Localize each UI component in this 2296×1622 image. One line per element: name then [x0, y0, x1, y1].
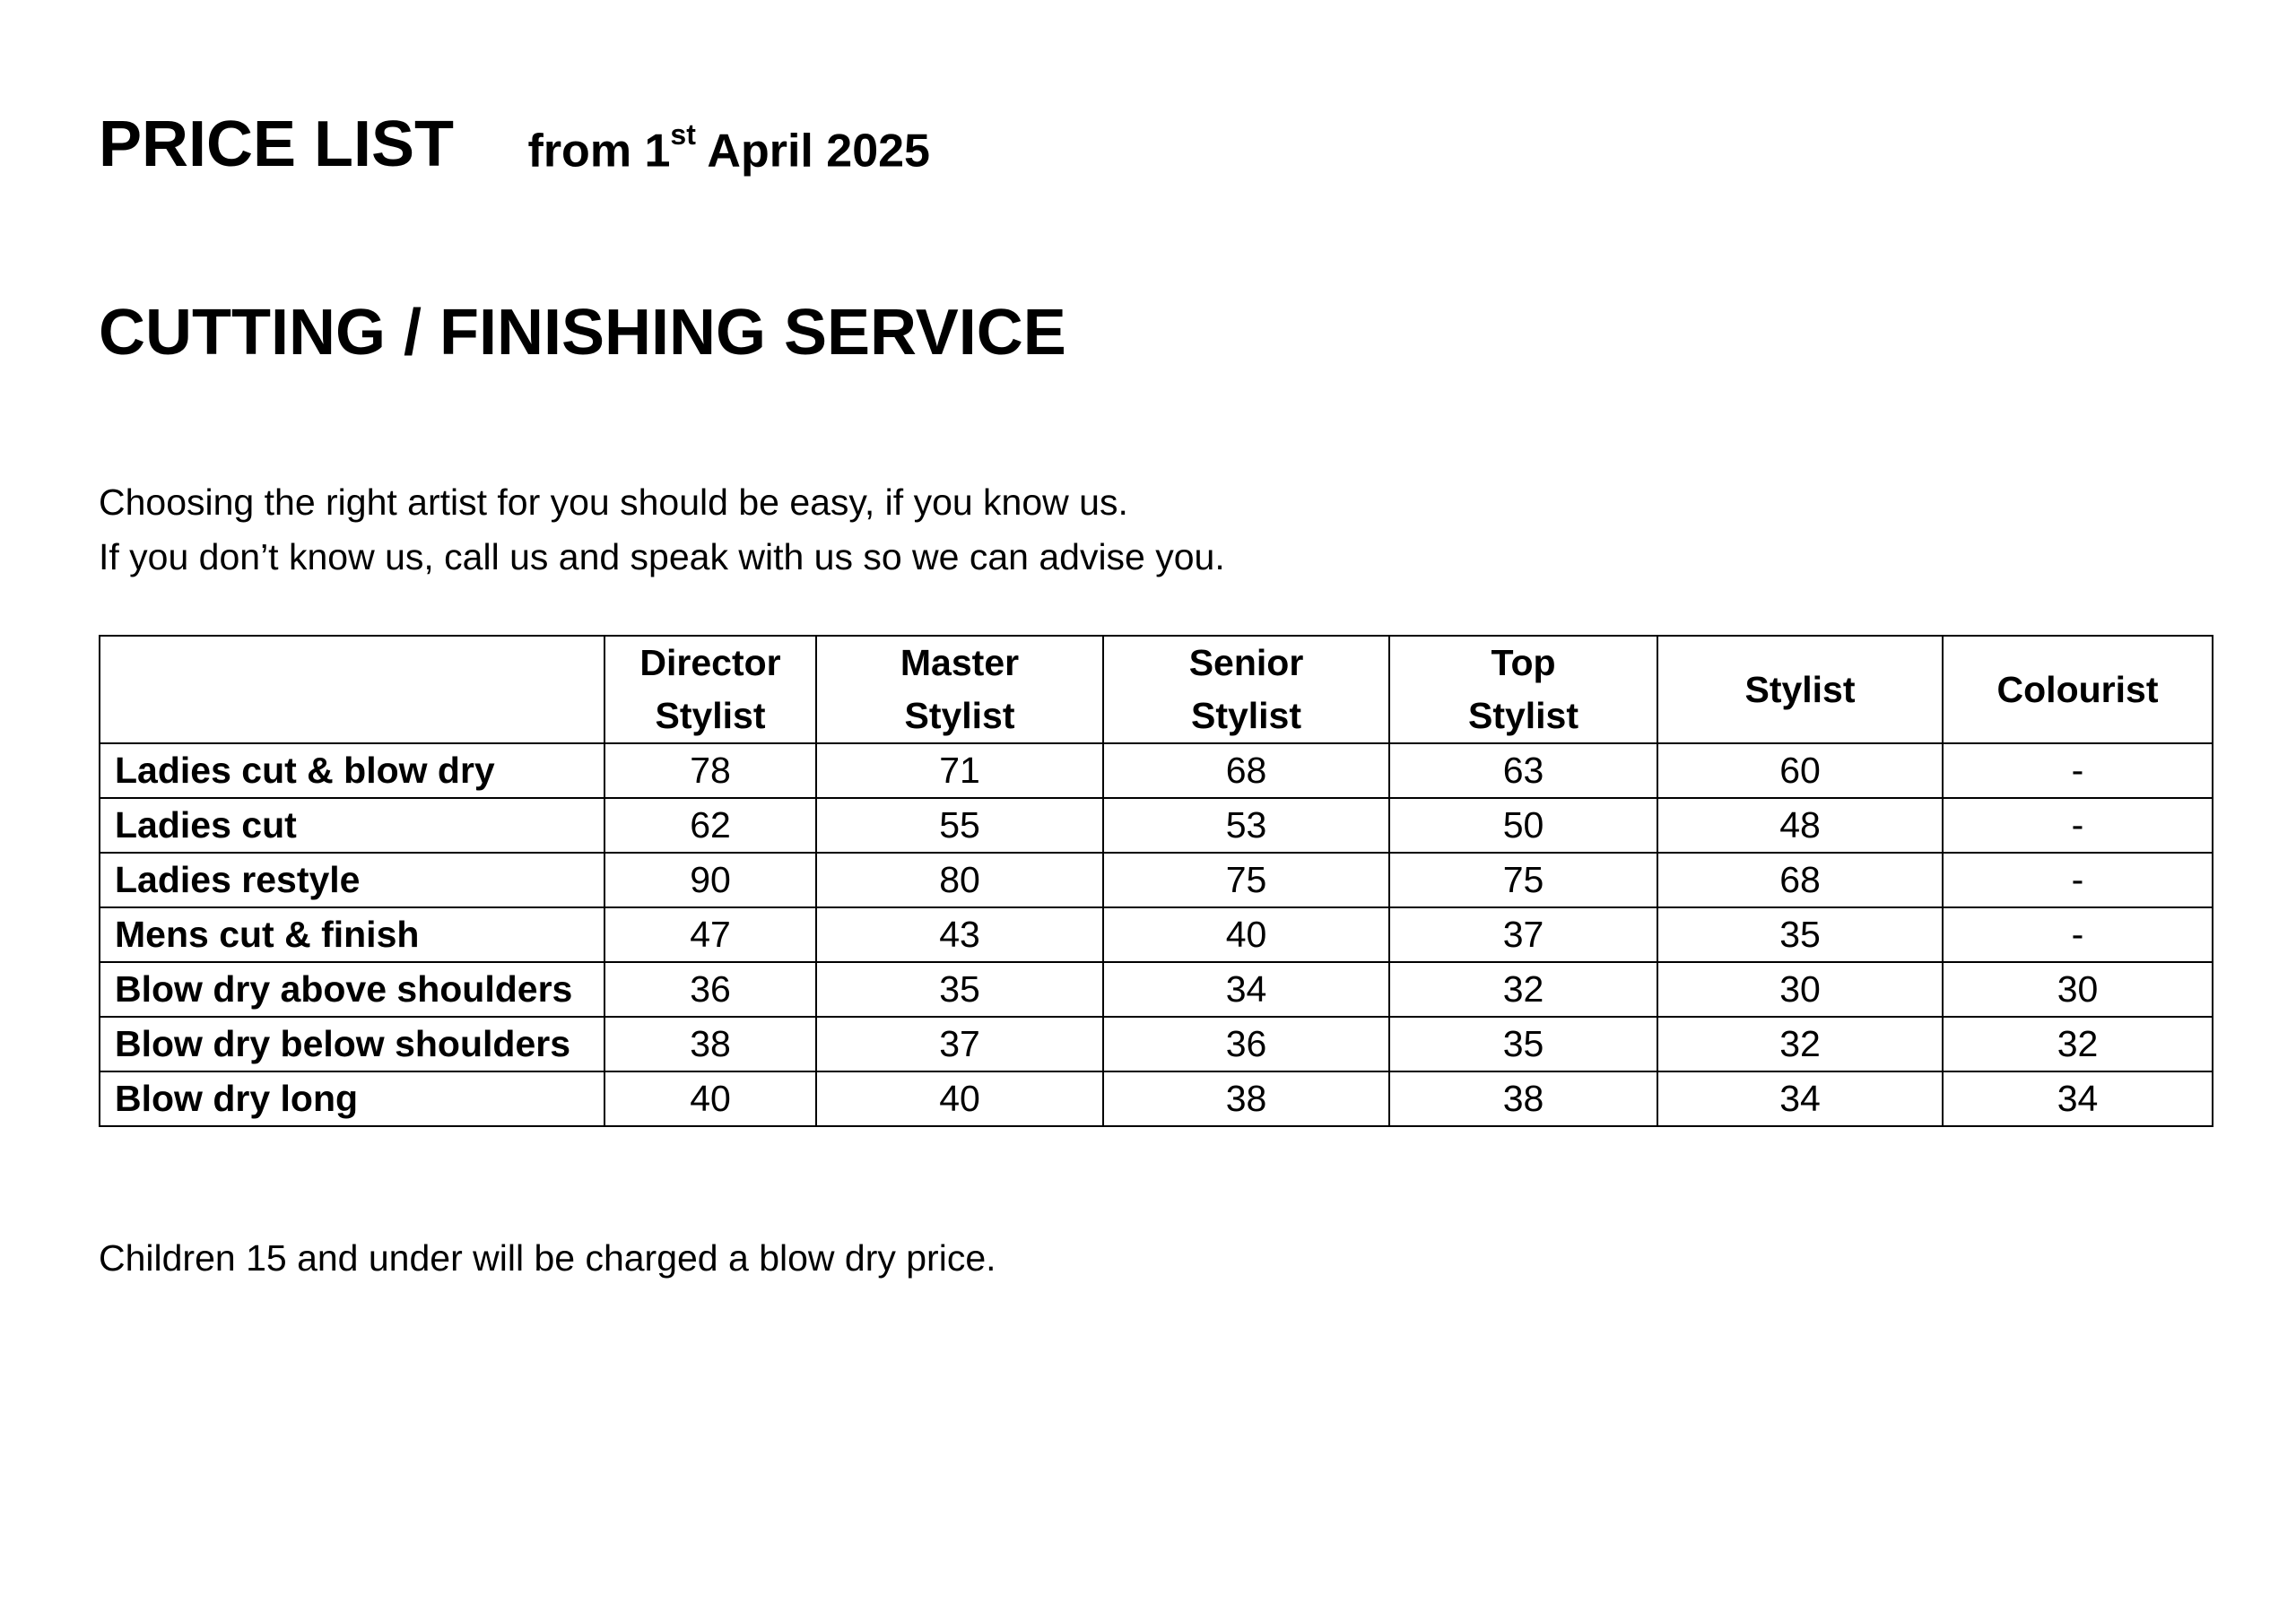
date-ordinal-suffix: st [670, 117, 696, 151]
price-cell: 60 [1657, 743, 1943, 798]
price-cell: 40 [604, 1071, 816, 1126]
price-cell: 68 [1103, 743, 1389, 798]
column-header: Stylist [1657, 636, 1943, 743]
price-cell: 32 [1657, 1017, 1943, 1071]
price-cell: 37 [816, 1017, 1103, 1071]
service-name: Ladies cut & blow dry [100, 743, 604, 798]
price-cell: - [1943, 907, 2213, 962]
price-cell: - [1943, 743, 2213, 798]
price-cell: 40 [1103, 907, 1389, 962]
price-cell: 30 [1943, 962, 2213, 1017]
table-row [100, 798, 2213, 853]
column-header: Colourist [1943, 636, 2213, 743]
table-row [100, 743, 2213, 798]
price-cell: 55 [816, 798, 1103, 853]
intro-line-1: Choosing the right artist for you should be easy, if you know us. [99, 481, 1128, 523]
header-service-cell [100, 636, 604, 743]
service-name: Ladies restyle [100, 853, 604, 907]
footnote: Children 15 and under will be charged a blow dry price. [99, 1237, 996, 1279]
table-row [100, 1017, 2213, 1071]
price-cell: 53 [1103, 798, 1389, 853]
price-cell: 43 [816, 907, 1103, 962]
price-cell: 40 [816, 1071, 1103, 1126]
table-header-row [100, 636, 2213, 743]
price-cell: 38 [604, 1017, 816, 1071]
price-cell: 34 [1103, 962, 1389, 1017]
price-cell: 32 [1389, 962, 1657, 1017]
price-cell: 62 [604, 798, 816, 853]
column-header: Senior Stylist [1103, 636, 1389, 743]
price-cell: 71 [816, 743, 1103, 798]
price-cell: 63 [1389, 743, 1657, 798]
column-header: Top Stylist [1389, 636, 1657, 743]
price-cell: 50 [1389, 798, 1657, 853]
price-cell: 35 [816, 962, 1103, 1017]
price-cell: 36 [1103, 1017, 1389, 1071]
price-cell: 75 [1389, 853, 1657, 907]
price-cell: 78 [604, 743, 816, 798]
service-name: Mens cut & finish [100, 907, 604, 962]
price-cell: 90 [604, 853, 816, 907]
price-cell: 34 [1657, 1071, 1943, 1126]
service-name: Ladies cut [100, 798, 604, 853]
price-cell: 35 [1657, 907, 1943, 962]
page-title: PRICE LIST [99, 108, 455, 180]
table-row [100, 1071, 2213, 1126]
service-name: Blow dry above shoulders [100, 962, 604, 1017]
intro-text [99, 475, 1225, 585]
section-heading: CUTTING / FINISHING SERVICE [99, 297, 1066, 369]
price-cell: 34 [1943, 1071, 2213, 1126]
price-cell: 38 [1389, 1071, 1657, 1126]
price-table [99, 635, 2213, 1127]
price-cell: 35 [1389, 1017, 1657, 1071]
column-header: Director Stylist [604, 636, 816, 743]
price-cell: 38 [1103, 1071, 1389, 1126]
price-cell: - [1943, 798, 2213, 853]
price-cell: 80 [816, 853, 1103, 907]
date-prefix: from 1 [527, 125, 671, 177]
price-cell: 48 [1657, 798, 1943, 853]
price-cell: 68 [1657, 853, 1943, 907]
price-cell: 47 [604, 907, 816, 962]
price-cell: - [1943, 853, 2213, 907]
price-cell: 30 [1657, 962, 1943, 1017]
intro-line-2: If you don’t know us, call us and speak with us so we can advise you. [99, 536, 1225, 577]
service-name: Blow dry long [100, 1071, 604, 1126]
service-name: Blow dry below shoulders [100, 1017, 604, 1071]
price-cell: 36 [604, 962, 816, 1017]
title-line [99, 108, 930, 181]
effective-date [527, 117, 930, 178]
price-cell: 32 [1943, 1017, 2213, 1071]
table-row [100, 853, 2213, 907]
date-rest: April 2025 [695, 125, 930, 177]
price-cell: 75 [1103, 853, 1389, 907]
column-header: Master Stylist [816, 636, 1103, 743]
price-cell: 37 [1389, 907, 1657, 962]
table-row [100, 962, 2213, 1017]
table-row [100, 907, 2213, 962]
